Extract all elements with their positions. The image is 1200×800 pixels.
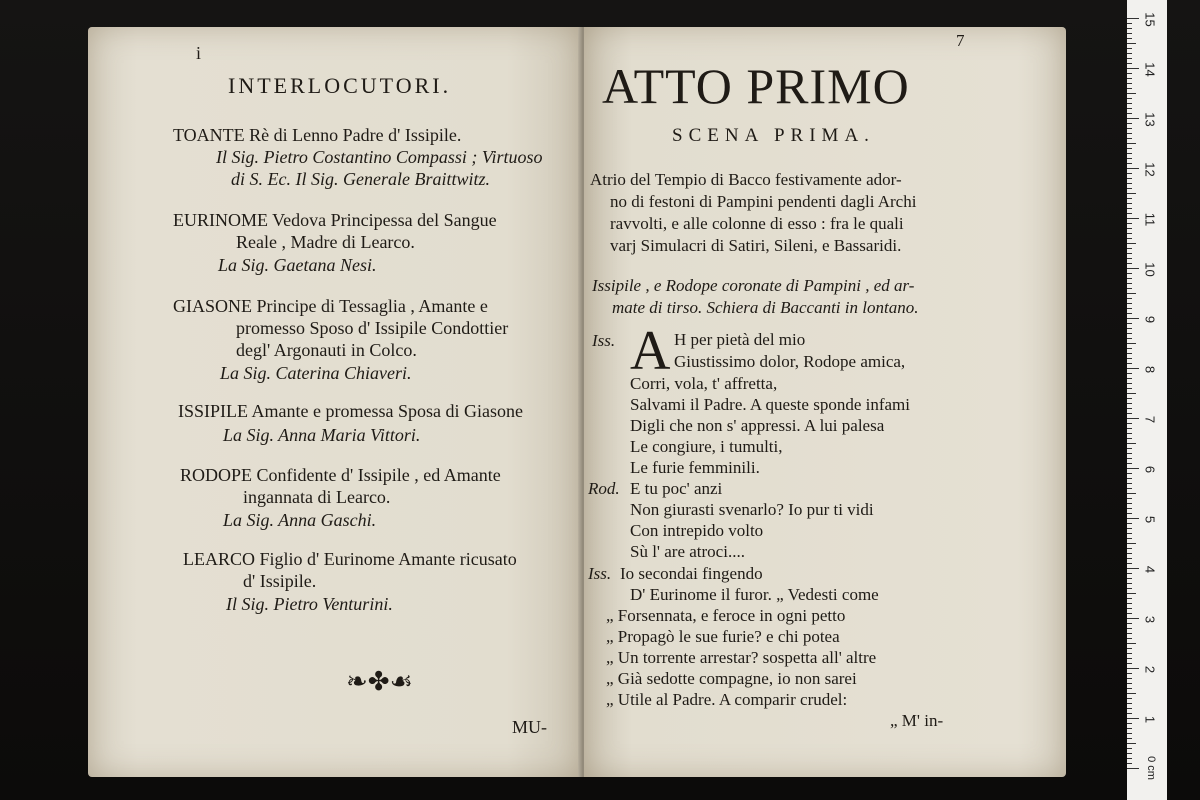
ruler-tick [1127,693,1136,694]
ruler-tick [1127,73,1132,74]
ruler-tick [1127,233,1132,234]
setting-line-1: Atrio del Tempio di Bacco festivamente ador- [590,170,902,189]
ruler-number: 7 [1142,415,1158,424]
role-rodope-2: ingannata di Learco. [243,487,391,507]
role-eurinome-2: Reale , Madre di Learco. [236,232,415,252]
role-issipile: ISSIPILE Amante e promessa Sposa di Giasone [178,401,523,421]
ruler-tick [1127,468,1139,469]
verse-line-13: D' Eurinome il furor. „ Vedesti come [630,585,879,604]
ruler-tick [1127,63,1132,64]
ruler-tick [1127,58,1132,59]
ruler-tick [1127,88,1132,89]
ruler-tick [1127,228,1132,229]
ruler-tick [1127,203,1132,204]
ruler-tick [1127,703,1132,704]
ruler-tick [1127,328,1132,329]
verse-line-8: E tu poc' anzi [630,479,723,498]
ruler-tick [1127,168,1139,169]
ruler-tick [1127,378,1132,379]
ruler-tick [1127,68,1139,69]
ruler-tick [1127,628,1132,629]
setting-line-2: no di festoni di Pampini pendenti dagli Archi [610,192,917,211]
ruler-tick [1127,33,1132,34]
ruler-tick [1127,758,1132,759]
ruler-tick [1127,23,1132,24]
ruler-number: 9 [1142,315,1158,324]
verse-line-2: Giustissimo dolor, Rodope amica, [674,352,906,371]
ruler-tick [1127,673,1132,674]
ruler-tick [1127,43,1136,44]
ruler-tick [1127,668,1139,669]
ruler-tick [1127,418,1139,419]
right-page [584,27,1066,777]
ruler-tick [1127,748,1132,749]
ruler-tick [1127,198,1132,199]
ruler-tick [1127,258,1132,259]
ruler-tick [1127,503,1132,504]
ruler-tick [1127,393,1136,394]
verse-line-19: „ M' in- [890,711,944,730]
scene-title: SCENA PRIMA. [672,125,875,146]
ruler-tick [1127,438,1132,439]
ruler-tick [1127,598,1132,599]
verse-line-6: Le congiure, i tumulti, [630,437,783,456]
ruler-tick [1127,53,1132,54]
verse-line-10: Con intrepido volto [630,521,764,540]
singer-toante-2: di S. Ec. Il Sig. Generale Braittwitz. [231,169,490,189]
ruler-number: 11 [1142,212,1158,227]
ruler-tick [1127,323,1132,324]
ruler-number: 8 [1142,365,1158,374]
stage-direction-2: mate di tirso. Schiera di Baccanti in lontano. [612,298,919,317]
ruler-tick [1127,353,1132,354]
ruler-tick [1127,373,1132,374]
ruler-tick [1127,623,1132,624]
ruler-tick [1127,28,1132,29]
ruler-tick [1127,683,1132,684]
ruler-tick [1127,398,1132,399]
ruler-tick [1127,433,1132,434]
ruler-tick [1127,403,1132,404]
ruler-tick [1127,218,1139,219]
role-giasone-1: GIASONE Principe di Tessaglia , Amante e [173,296,488,316]
ruler-tick [1127,408,1132,409]
verse-line-3: Corri, vola, t' affretta, [630,374,778,393]
verse-line-14: „ Forsennata, e feroce in ogni petto [606,606,846,625]
ruler-tick [1127,283,1132,284]
printers-ornament: ❧✤☙ [346,667,413,696]
ruler-tick [1127,388,1132,389]
ruler-number: 2 [1142,665,1158,674]
ruler-tick [1127,538,1132,539]
ruler-tick [1127,688,1132,689]
verse-line-15: „ Propagò le sue furie? e chi potea [606,627,840,646]
ruler-tick [1127,578,1132,579]
verse-line-7: Le furie femminili. [630,458,760,477]
singer-rodope: La Sig. Anna Gaschi. [223,510,377,530]
ruler-tick [1127,588,1132,589]
ruler-number: 12 [1142,162,1158,177]
ruler-tick [1127,618,1139,619]
ruler-tick [1127,138,1132,139]
ruler-tick [1127,428,1132,429]
ruler-tick [1127,708,1132,709]
ruler-tick [1127,133,1132,134]
ruler-tick [1127,318,1139,319]
ruler-number: 3 [1142,615,1158,624]
verse-line-12: Io secondai fingendo [620,564,763,583]
ruler-tick [1127,648,1132,649]
ruler-number: 1 [1142,715,1158,724]
ruler-tick [1127,638,1132,639]
singer-eurinome: La Sig. Gaetana Nesi. [218,255,377,275]
verse-line-16: „ Un torrente arrestar? sospetta all' altre [606,648,877,667]
ruler-tick [1127,448,1132,449]
ruler-tick [1127,98,1132,99]
ruler-tick [1127,508,1132,509]
stage-direction-1: Issipile , e Rodope coronate di Pampini , ed ar- [592,276,915,295]
ruler-tick [1127,453,1132,454]
ruler-tick [1127,483,1132,484]
ruler-tick [1127,343,1136,344]
ruler-tick [1127,718,1139,719]
role-giasone-3: degl' Argonauti in Colco. [236,340,417,360]
ruler-tick [1127,183,1132,184]
ruler-tick [1127,253,1132,254]
ruler-number: 14 [1142,62,1158,77]
ruler-tick [1127,348,1132,349]
ruler-tick [1127,523,1132,524]
singer-giasone: La Sig. Caterina Chiaveri. [220,363,412,383]
ruler-tick [1127,118,1139,119]
ruler-tick [1127,563,1132,564]
ruler-tick [1127,368,1139,369]
ruler-tick [1127,338,1132,339]
page-mark-left: i [196,43,202,63]
ruler-tick [1127,613,1132,614]
speaker-rod: Rod. [588,479,620,498]
ruler-tick [1127,488,1132,489]
ruler-tick [1127,543,1136,544]
singer-toante-1: Il Sig. Pietro Costantino Compassi ; Virtuoso [216,147,543,167]
ruler-number: 4 [1142,565,1158,574]
ruler-tick [1127,108,1132,109]
ruler-tick [1127,593,1136,594]
ruler-number: 13 [1142,112,1158,127]
ruler-tick [1127,83,1132,84]
page-mark-right: 7 [956,31,965,50]
ruler-tick [1127,303,1132,304]
verse-line-9: Non giurasti svenarlo? Io pur ti vidi [630,500,874,519]
verse-line-17: „ Già sedotte compagne, io non sarei [606,669,857,688]
speaker-iss-2: Iss. [588,564,612,583]
ruler-tick [1127,533,1132,534]
ruler-tick [1127,243,1136,244]
drop-cap: A [630,320,671,382]
ruler-tick [1127,213,1132,214]
ruler-tick [1127,313,1132,314]
ruler-tick [1127,38,1132,39]
ruler-tick [1127,568,1139,569]
ruler-tick [1127,763,1132,764]
ruler-tick [1127,658,1132,659]
ruler-tick [1127,733,1132,734]
ruler-tick [1127,518,1139,519]
verse-line-11: Sù l' are atroci.... [630,542,745,561]
ruler-tick [1127,603,1132,604]
ruler-tick [1127,723,1132,724]
ruler-tick [1127,193,1136,194]
role-toante: TOANTE Rè di Lenno Padre d' Issipile. [173,125,462,145]
role-giasone-2: promesso Sposo d' Issipile Condottier [236,318,509,338]
ruler-tick [1127,263,1132,264]
ruler-number: 6 [1142,465,1158,474]
ruler-tick [1127,473,1132,474]
singer-learco: Il Sig. Pietro Venturini. [226,594,393,614]
ruler-tick [1127,643,1136,644]
ruler-tick [1127,583,1132,584]
act-title: ATTO PRIMO [602,58,910,114]
ruler-tick [1127,653,1132,654]
ruler-tick [1127,633,1132,634]
ruler-tick [1127,223,1132,224]
ruler-tick [1127,423,1132,424]
ruler-tick [1127,298,1132,299]
ruler-tick [1127,158,1132,159]
role-eurinome-1: EURINOME Vedova Principessa del Sangue [173,210,497,230]
ruler-tick [1127,698,1132,699]
ruler-tick [1127,248,1132,249]
left-page [88,27,581,777]
ruler-tick [1127,528,1132,529]
ruler-tick [1127,128,1132,129]
ruler-tick [1127,493,1136,494]
ruler-tick [1127,238,1132,239]
ruler-tick [1127,143,1136,144]
ruler-tick [1127,463,1132,464]
ruler-tick [1127,288,1132,289]
ruler-tick [1127,178,1132,179]
verse-line-1: H per pietà del mio [674,330,806,349]
ruler-tick [1127,188,1132,189]
ruler-tick [1127,358,1132,359]
ruler-number: 10 [1142,262,1158,277]
role-rodope-1: RODOPE Confidente d' Issipile , ed Amante [180,465,501,485]
ruler-tick [1127,573,1132,574]
ruler-tick [1127,753,1132,754]
ruler-tick [1127,78,1132,79]
ruler-tick [1127,608,1132,609]
verse-line-5: Digli che non s' appressi. A lui palesa [630,416,885,435]
ruler-tick [1127,208,1132,209]
ruler-tick [1127,558,1132,559]
ruler-tick [1127,93,1136,94]
ruler-tick [1127,738,1132,739]
ruler-tick [1127,268,1139,269]
ruler-tick [1127,173,1132,174]
ruler-tick [1127,153,1132,154]
role-learco-1: LEARCO Figlio d' Eurinome Amante ricusato [183,549,517,569]
ruler-tick [1127,48,1132,49]
setting-line-3: ravvolti, e alle colonne di esso : fra le quali [610,214,904,233]
ruler-tick [1127,413,1132,414]
ruler-tick [1127,308,1132,309]
speaker-iss-1: Iss. [592,331,616,350]
ruler-tick [1127,293,1136,294]
heading-interlocutori: INTERLOCUTORI. [228,73,452,98]
setting-line-4: varj Simulacri di Satiri, Sileni, e Bassaridi. [610,236,902,255]
catchword: MU- [512,717,547,737]
ruler-number: 5 [1142,515,1158,524]
ruler-tick [1127,148,1132,149]
ruler-tick [1127,728,1132,729]
ruler-tick [1127,113,1132,114]
ruler-unit: 0 cm [1144,756,1157,780]
ruler-tick [1127,383,1132,384]
ruler-tick [1127,513,1132,514]
verse-line-4: Salvami il Padre. A queste sponde infami [630,395,910,414]
ruler-tick [1127,553,1132,554]
role-learco-2: d' Issipile. [243,571,317,591]
singer-issipile: La Sig. Anna Maria Vittori. [223,425,421,445]
ruler-tick [1127,278,1132,279]
ruler-tick [1127,663,1132,664]
ruler-tick [1127,163,1132,164]
ruler-tick [1127,768,1139,769]
ruler-tick [1127,678,1132,679]
ruler-tick [1127,333,1132,334]
ruler-tick [1127,548,1132,549]
ruler-tick [1127,713,1132,714]
ruler-tick [1127,458,1132,459]
ruler-tick [1127,273,1132,274]
ruler-tick [1127,18,1139,19]
ruler-number: 15 [1142,12,1158,27]
ruler-tick [1127,363,1132,364]
ruler-tick [1127,103,1132,104]
ruler-tick [1127,498,1132,499]
ruler-tick [1127,743,1136,744]
ruler-tick [1127,123,1132,124]
ruler-tick [1127,478,1132,479]
ruler-tick [1127,443,1136,444]
verse-line-18: „ Utile al Padre. A comparir crudel: [606,690,848,709]
measuring-ruler [1127,0,1167,800]
